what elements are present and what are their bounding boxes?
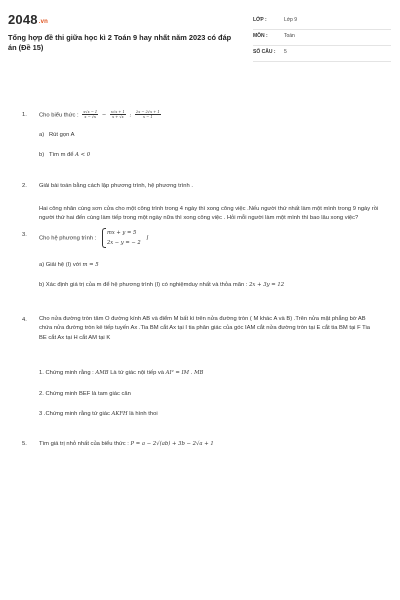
question-1-part-a: [39, 132, 74, 138]
fraction-numerator: 2x − 2√x + 1: [135, 110, 160, 114]
question-1-stem: Cho biểu thức :: [39, 112, 79, 119]
fraction-denominator: x − √x: [84, 115, 97, 120]
meta-key: SỐ CÂU :: [253, 49, 276, 55]
part-math: AMB: [95, 370, 109, 376]
system-tag: I: [146, 235, 149, 242]
document-title: Tổng hợp đề thi giữa học kì 2 Toán 9 hay nhất năm 2023 có đáp án (Đề 15): [8, 33, 232, 52]
question-3-part-a: [39, 262, 99, 268]
fraction-numerator: x√x + 1: [110, 110, 125, 114]
question-3-stem-line: [39, 228, 148, 248]
fraction-2: [110, 110, 126, 120]
question-1-part-b: [39, 152, 90, 158]
meta-key: MÔN :: [253, 33, 268, 39]
question-2-stem: Giải bài toán bằng cách lập phương trình, hệ phương trình .: [39, 183, 193, 189]
fraction-denominator: x − 1: [143, 115, 153, 120]
logo-main-text: 2048: [8, 12, 38, 27]
fraction-denominator: x + √x: [112, 115, 124, 120]
question-5-math: P = a − 2√(ab) + 3b − 2√a + 1: [130, 441, 214, 447]
meta-key: LỚP :: [253, 17, 267, 23]
part-label: a): [39, 132, 45, 138]
question-1-stem-line: Cho biểu thức : $\frac{x√x - 1}{x - √x}$ − $\frac{x√x + 1}{x + √x}$ : $\frac{2x - 2√x + 1}{x - 1}$: [39, 110, 160, 120]
question-4-stem: Cho nửa đường tròn tâm O đường kính AB và điểm M bất kì trên nửa đường tròn ( M khác A và B) .Trên nửa mặt phẳng bờ AB chứa nửa đường tròn kẻ tiếp tuyến Ax .Tia BM cắt Ax tại I tia phân giác của góc IAM cắt nửa đường tròn tại E cắt tia BM tại F Tia BE cắt Ax tại H cắt AM tại K: [39, 316, 370, 341]
meta-value: Lớp 9: [284, 17, 298, 23]
question-number: 2.: [22, 183, 27, 189]
part-text: Là tứ giác nội tiếp và: [110, 370, 165, 376]
fraction-1: [82, 110, 98, 120]
part-text: Rút gọn A: [49, 132, 75, 138]
part-text: 3 .Chứng minh rằng tứ giác: [39, 411, 110, 417]
part-math: A < 0: [75, 152, 91, 158]
fraction-3: [135, 110, 161, 120]
question-3-stem: Cho hệ phương trình :: [39, 235, 97, 242]
meta-table: [253, 14, 391, 62]
question-number: 4.: [22, 317, 27, 323]
equation-2: 2x − y = − 2: [106, 240, 141, 246]
question-5-stem: Tìm giá trị nhỏ nhất của biểu thức :: [39, 441, 129, 447]
question-2-body: Hai công nhân cùng sơn cửa cho một công trình trong 4 ngày thì xong công việc .Nếu người thứ nhất làm một mình trong 9 ngày rồi người thứ hai đến cùng làm tiếp trong một ngày nữa thì xong công việc . Hỏi mỗi người làm một mình thì bao lâu xong việc?: [39, 206, 379, 222]
question-number: 3.: [22, 232, 27, 238]
part-math: 2x + 3y = 12: [249, 282, 285, 288]
question-number: 5.: [22, 441, 27, 447]
part-text: b) Xác định giá trị của m để hệ phương trình (I) có nghiệmduy nhất và thỏa mãn :: [39, 282, 248, 288]
meta-row-count: [253, 46, 391, 62]
question-4-part-2: 2. Chứng minh BEF là tam giác cân: [39, 391, 131, 397]
question-4-part-3: [39, 411, 158, 417]
question-4-part-1: [39, 370, 203, 376]
equation-system: [102, 228, 141, 248]
meta-value: 5: [284, 49, 287, 55]
meta-row-subject: [253, 30, 391, 46]
part-math: AI² = IM . MB: [165, 370, 204, 376]
question-number: 1.: [22, 112, 27, 118]
part-text: Tìm m để: [49, 152, 74, 158]
equation-1: mx + y = 5: [106, 230, 137, 236]
question-5-stem-line: [39, 441, 214, 447]
meta-row-class: [253, 14, 391, 30]
part-label: b): [39, 152, 45, 158]
question-3-part-b: [39, 282, 284, 288]
logo-sub-text: .vn: [38, 19, 49, 25]
site-logo[interactable]: [8, 12, 48, 27]
fraction-numerator: x√x − 1: [83, 110, 98, 114]
part-text: a) Giải hệ (I) với: [39, 262, 81, 268]
meta-value: Toán: [284, 33, 295, 39]
part-text: 1. Chứng minh rằng :: [39, 370, 94, 376]
part-math: AKFH: [111, 411, 128, 417]
part-text: là hình thoi: [129, 411, 158, 417]
system-brace: [102, 228, 106, 248]
part-math: m = 5: [82, 262, 99, 268]
